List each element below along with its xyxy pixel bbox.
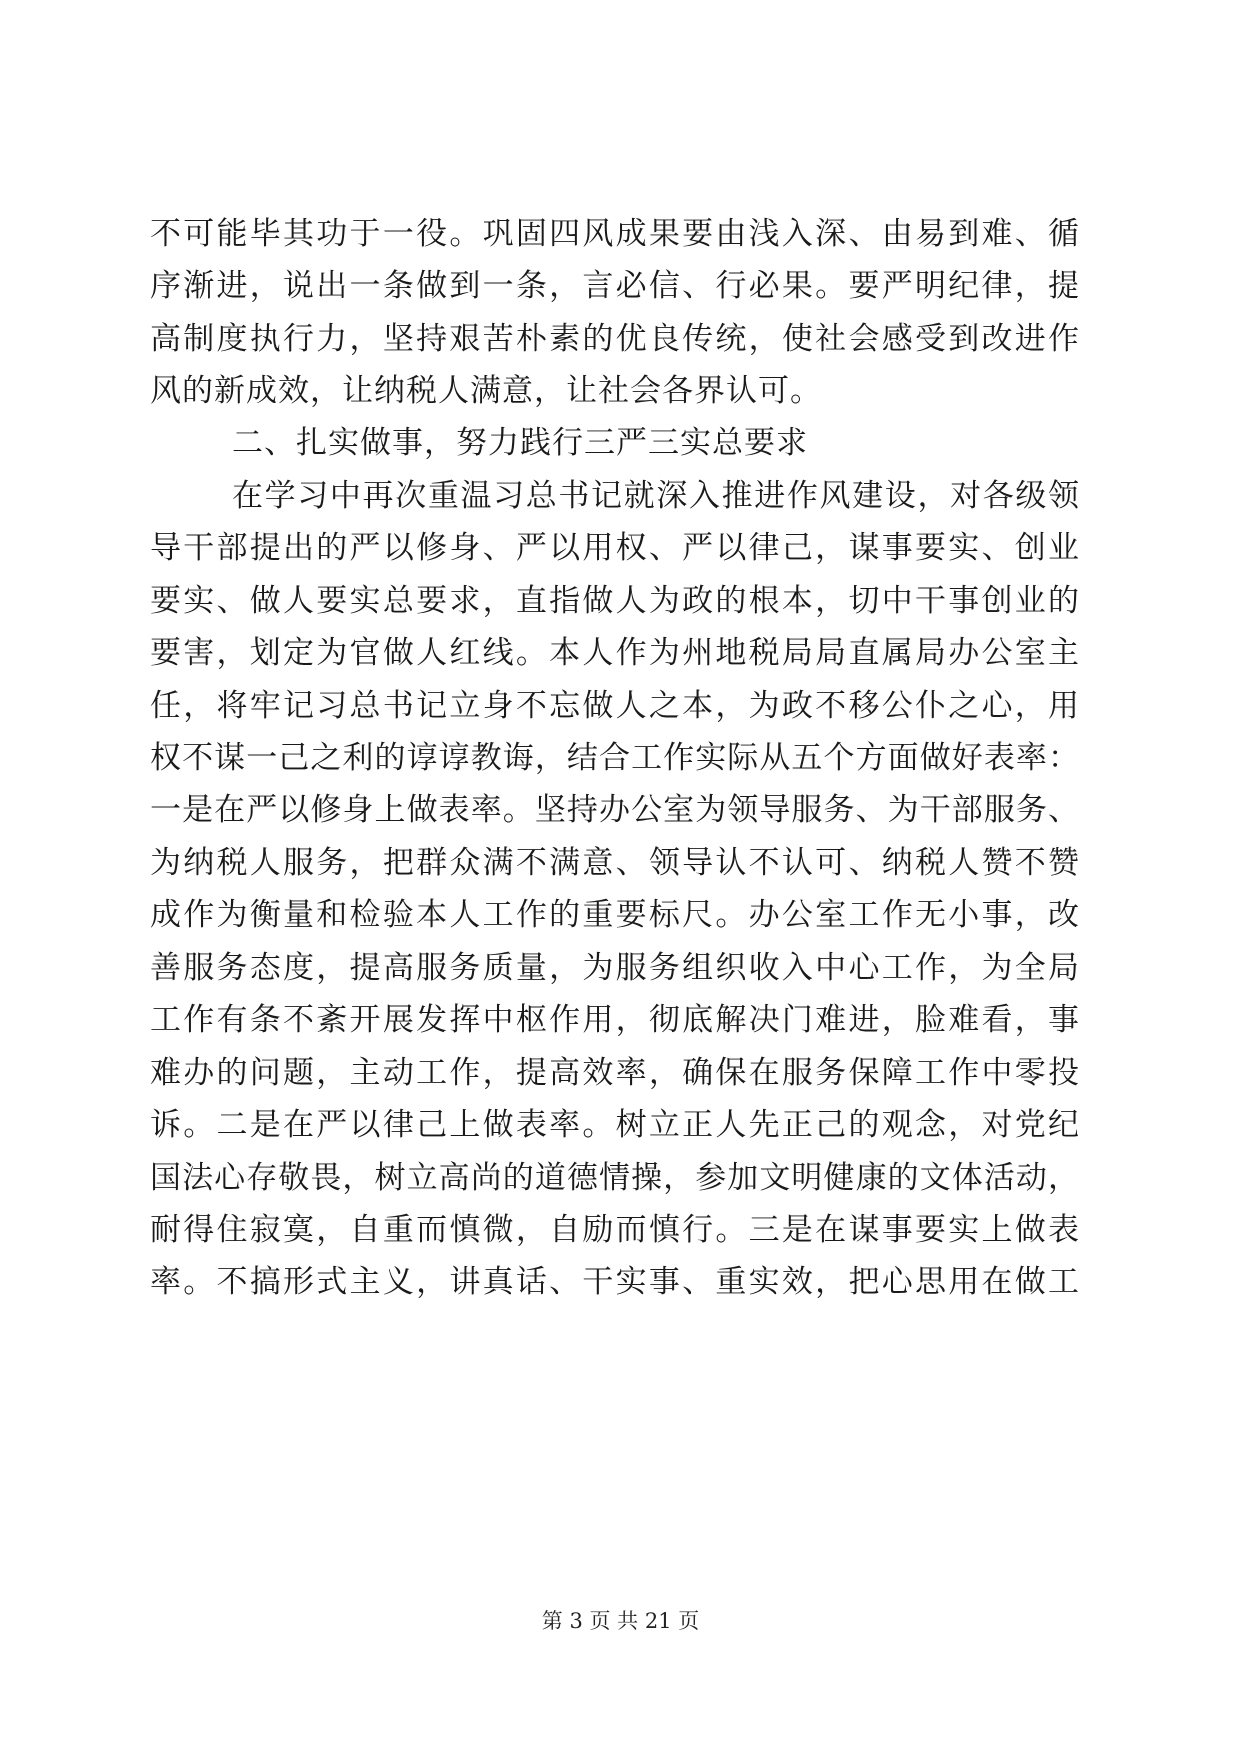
text-line: 权不谋一己之利的谆谆教诲，结合工作实际从五个方面做好表率： (150, 740, 1080, 776)
text-line: 高制度执行力，坚持艰苦朴素的优良传统，使社会感受到改进作 (150, 321, 1080, 357)
text-line: 序渐进，说出一条做到一条，言必信、行必果。要严明纪律，提 (150, 268, 1080, 304)
text-line: 为纳税人服务，把群众满不满意、领导认不认可、纳税人赞不赞 (150, 845, 1080, 881)
text-line: 要实、做人要实总要求，直指做人为政的根本，切中干事创业的 (150, 583, 1080, 619)
text-line: 不可能毕其功于一役。巩固四风成果要由浅入深、由易到难、循 (150, 216, 1080, 252)
text-line: 导干部提出的严以修身、严以用权、严以律己，谋事要实、创业 (150, 530, 1080, 566)
text-line: 成作为衡量和检验本人工作的重要标尺。办公室工作无小事，改 (150, 897, 1080, 933)
text-line: 耐得住寂寞，自重而慎微，自励而慎行。三是在谋事要实上做表 (150, 1212, 1080, 1248)
text-line: 工作有条不紊开展发挥中枢作用，彻底解决门难进，脸难看，事 (150, 1002, 1080, 1038)
text-line: 在学习中再次重温习总书记就深入推进作风建设，对各级领 (232, 478, 1080, 514)
text-line: 率。不搞形式主义，讲真话、干实事、重实效，把心思用在做工 (150, 1264, 1080, 1300)
text-line: 难办的问题，主动工作，提高效率，确保在服务保障工作中零投 (150, 1055, 1080, 1091)
text-line: 一是在严以修身上做表率。坚持办公室为领导服务、为干部服务、 (150, 792, 1080, 828)
text-line: 风的新成效，让纳税人满意，让社会各界认可。 (150, 373, 822, 409)
page-number-footer: 第 3 页 共 21 页 (541, 1609, 700, 1633)
text-line: 善服务态度，提高服务质量，为服务组织收入中心工作，为全局 (150, 950, 1080, 986)
text-line: 国法心存敬畏，树立高尚的道德情操，参加文明健康的文体活动， (150, 1160, 1080, 1196)
text-line: 诉。二是在严以律己上做表率。树立正人先正己的观念，对党纪 (150, 1107, 1080, 1143)
section-heading: 二、扎实做事，努力践行三严三实总要求 (232, 425, 808, 461)
text-line: 要害，划定为官做人红线。本人作为州地税局局直属局办公室主 (150, 635, 1080, 671)
text-line: 任，将牢记习总书记立身不忘做人之本，为政不移公仆之心，用 (150, 688, 1080, 724)
